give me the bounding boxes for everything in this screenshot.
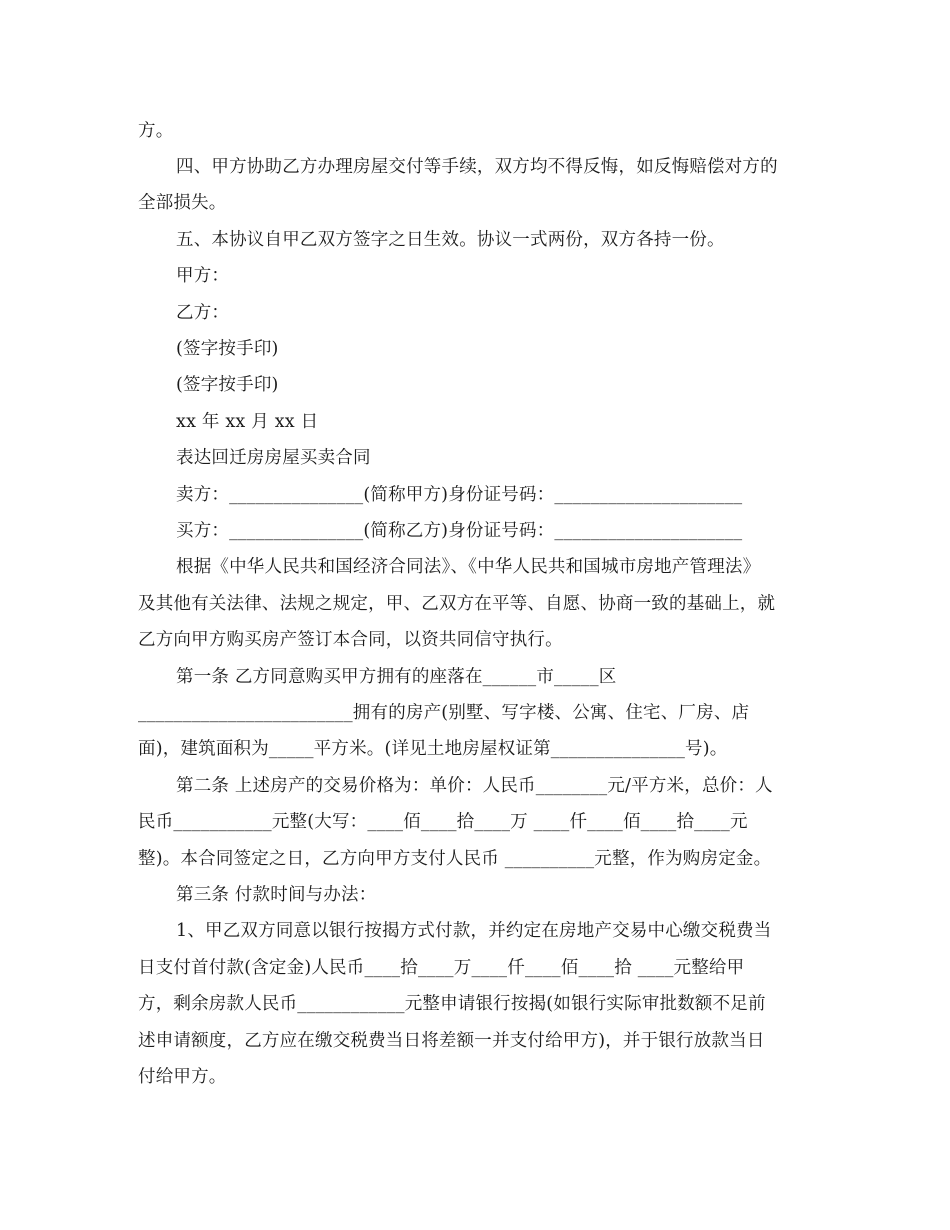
- text-line: 民币___________元整(大写：____佰____拾____万 ____仟____佰____拾____元: [138, 812, 748, 832]
- text-line: ________________________拥有的房产(别墅、写字楼、公寓、住宅、厂房、店: [138, 703, 750, 723]
- text-line: 第一条 乙方同意购买甲方拥有的座落在______市_____区: [176, 667, 617, 687]
- text-line: 1、甲乙双方同意以银行按揭方式付款，并约定在房地产交易中心缴交税费当: [176, 921, 772, 941]
- text-line: 全部损失。: [138, 193, 227, 213]
- text-line: 买方：_______________(简称乙方)身份证号码：_____________________: [176, 521, 743, 541]
- text-line: 整)。本合同签定之日，乙方向甲方支付人民币 __________元整，作为购房定金。: [138, 849, 772, 869]
- text-line: 乙方向甲方购买房产签订本合同，以资共同信守执行。: [138, 630, 563, 650]
- text-line: 第二条 上述房产的交易价格为：单价：人民币________元/平方米，总价：人: [176, 776, 773, 796]
- document-title: 表达回迁房房屋买卖合同: [176, 448, 371, 468]
- text-line: 甲方：: [176, 266, 230, 286]
- text-line: 五、本协议自甲乙双方签字之日生效。协议一式两份，双方各持一份。: [176, 230, 725, 250]
- text-line: 日支付首付款(含定金)人民币____拾____万____仟____佰____拾 ____元整给甲: [138, 958, 745, 978]
- text-line: 乙方：: [176, 303, 230, 323]
- text-line: 方，剩余房款人民币____________元整申请银行按揭(如银行实际审批数额不足前: [138, 994, 766, 1014]
- text-line: (签字按手印): [176, 339, 279, 359]
- text-line: 述申请额度，乙方应在缴交税费当日将差额一并支付给甲方)，并于银行放款当日: [138, 1031, 765, 1051]
- text-line: 第三条 付款时间与办法：: [176, 885, 377, 905]
- text-line: 方。: [138, 121, 174, 141]
- text-line: 付给甲方。: [138, 1067, 227, 1087]
- text-line: xx 年 xx 月 xx 日: [176, 412, 319, 432]
- text-line: 面)，建筑面积为_____平方米。(详见土地房屋权证第_______________号)。: [138, 739, 728, 759]
- text-line: 卖方：_______________(简称甲方)身份证号码：_____________________: [176, 485, 743, 505]
- text-line: 及其他有关法律、法规之规定，甲、乙双方在平等、自愿、协商一致的基础上，就: [138, 594, 776, 614]
- text-line: (签字按手印): [176, 375, 279, 395]
- text-line: 四、甲方协助乙方办理房屋交付等手续，双方均不得反悔，如反悔赔偿对方的: [176, 157, 778, 177]
- text-line: 根据《中华人民共和国经济合同法》、《中华人民共和国城市房地产管理法》: [176, 557, 761, 577]
